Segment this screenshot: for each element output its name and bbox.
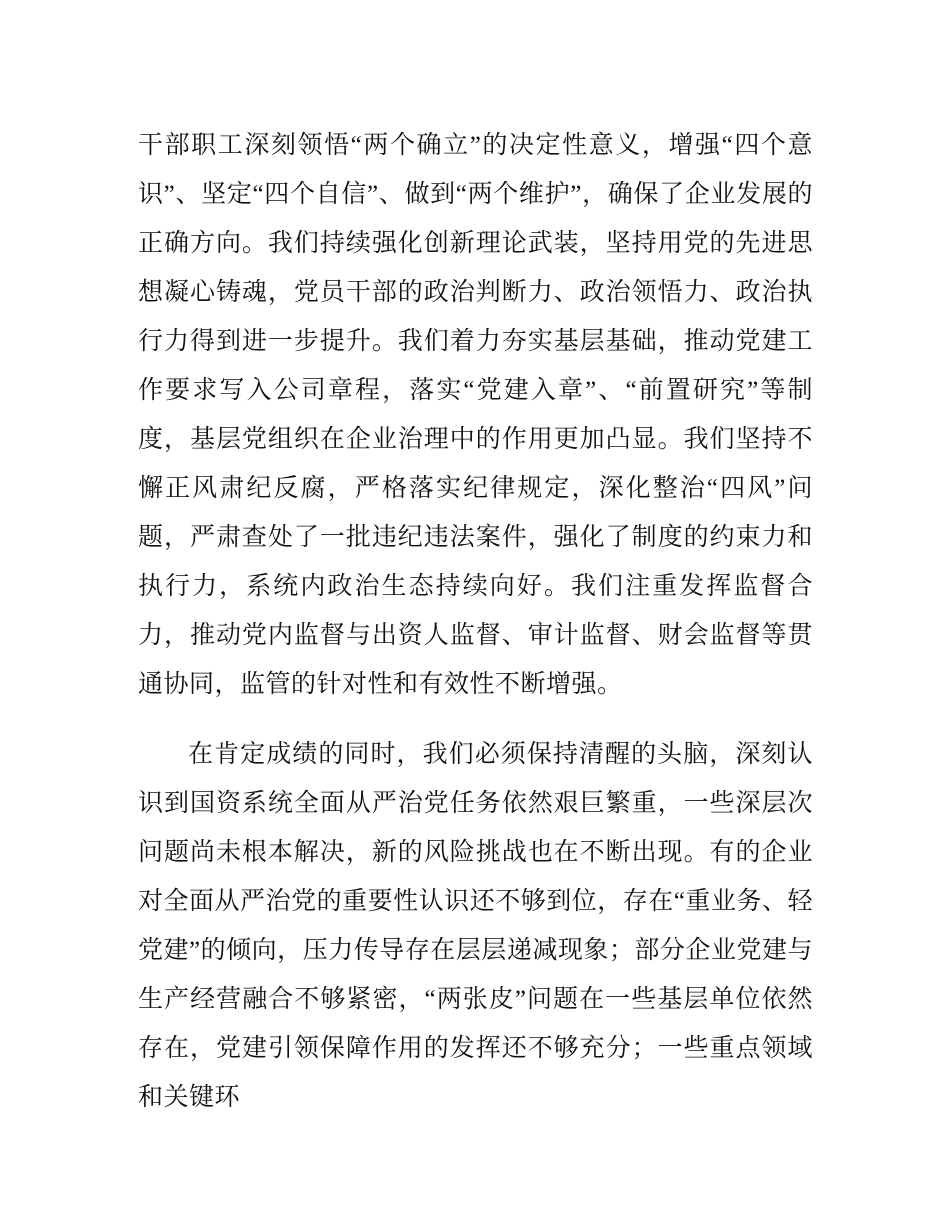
paragraph-continuation: 干部职工深刻领悟“两个确立”的决定性意义，增强“四个意识”、坚定“四个自信”、做到“两个维护”，确保了企业发展的正确方向。我们持续强化创新理论武装，坚持用党的先进思想凝心铸魂，党员干部的政治判断力、政治领悟力、政治执行力得到进一步提升。我们着力夯实基层基础，推动党建工作要求写入公司章程，落实“党建入章”、“前置研究”等制度，基层党组织在企业治理中的作用更加凸显。我们坚持不懈正风肃纪反腐，严格落实纪律规定，深化整治“四风”问题，严肃查处了一批违纪违法案件，强化了制度的约束力和执行力，系统内政治生态持续向好。我们注重发挥监督合力，推动党内监督与出资人监督、审计监督、财会监督等贯通协同，监管的针对性和有效性不断增强。	[138, 132, 813, 698]
document-text-block	[138, 121, 813, 1122]
paragraph-second: 在肯定成绩的同时，我们必须保持清醒的头脑，深刻认识到国资系统全面从严治党任务依然艰巨繁重，一些深层次问题尚未根本解决，新的风险挑战也在不断出现。有的企业对全面从严治党的重要性认识还不够到位，存在“重业务、轻党建”的倾向，压力传导存在层层递减现象；部分企业党建与生产经营融合不够紧密，“两张皮”问题在一些基层单位依然存在，党建引领保障作用的发挥还不够充分；一些重点领域和关键环	[138, 741, 813, 1111]
